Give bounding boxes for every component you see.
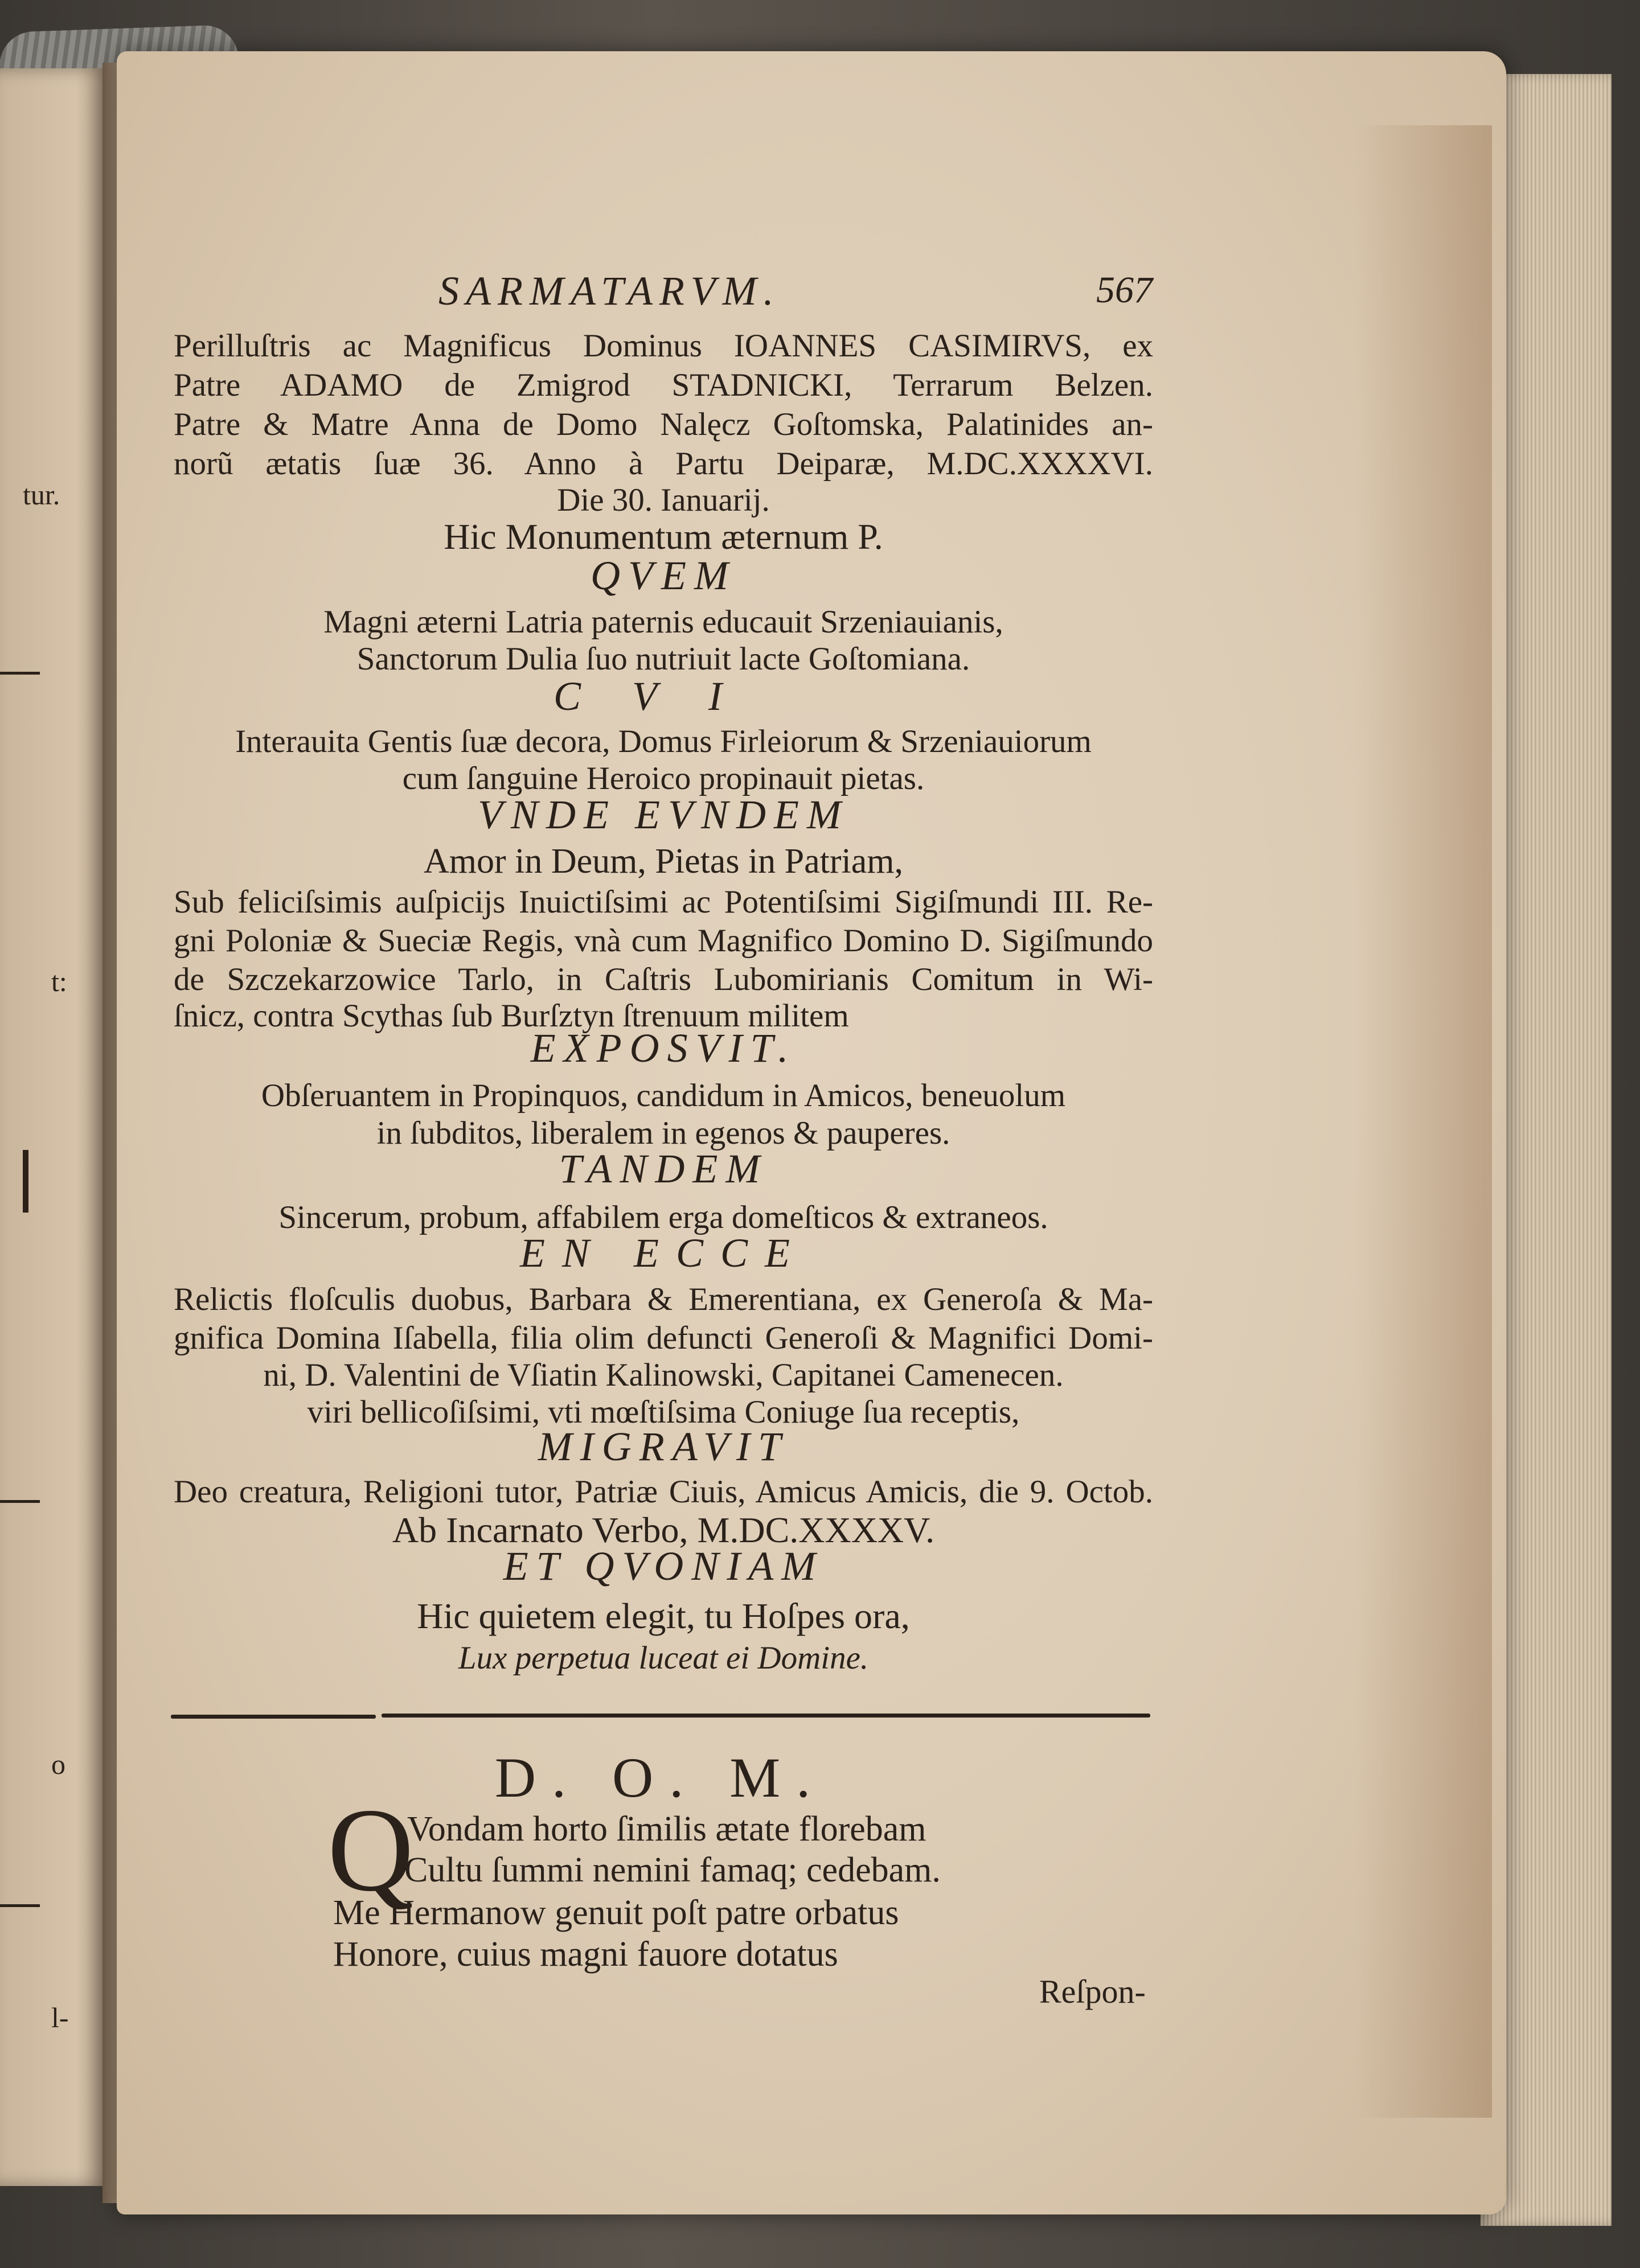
page-number: 567 — [1096, 269, 1153, 311]
inscription-heading: QVEM — [591, 553, 736, 598]
running-head: SARMATARVM. — [438, 268, 781, 314]
inscription-line: Die 30. Ianuarij. — [557, 482, 770, 518]
left-page-rule — [0, 1500, 40, 1503]
drop-cap: Q — [327, 1784, 414, 1916]
inscription-heading: MIGRAVIT — [538, 1424, 789, 1469]
inscription-line: Patre & Matre Anna de Domo Nalęcz Goſtomska, Palatinides an- — [174, 406, 1153, 442]
inscription-heading: CVI — [554, 673, 773, 719]
inscription-line: cum ſanguine Heroico propinauit pietas. — [402, 761, 925, 796]
inscription-heading: EN ECCE — [519, 1230, 807, 1276]
inscription-line: Deo creatura, Religioni tutor, Patriæ Ciuis, Amicus Amicis, die 9. Octob. — [174, 1474, 1153, 1510]
inscription-line: Magni æterni Latria paternis educauit Srzeniauianis, — [323, 604, 1003, 640]
inscription-heading: ET QVONIAM — [503, 1543, 824, 1589]
inscription-line: Obſeruantem in Propinquos, candidum in Amicos, beneuolum — [261, 1078, 1066, 1114]
inscription-line: Hic Monumentum æternum P. — [444, 516, 883, 557]
separator-rule — [382, 1714, 1150, 1718]
inscription-line: Perilluſtris ac Magnificus Dominus IOANNES CASIMIRVS, ex — [174, 328, 1153, 364]
inscription-line: Sub feliciſsimis auſpicijs Inuictiſsimi ac Potentiſsimi Sigiſmundi III. Re- — [174, 884, 1153, 920]
verse-line: Honore, cuius magni fauore dotatus — [333, 1935, 838, 1974]
inscription-line: Amor in Deum, Pietas in Patriam, — [423, 842, 904, 881]
inscription-line: gni Poloniæ & Sueciæ Regis, vnà cum Magnifico Domino D. Sigiſmundo — [174, 923, 1153, 959]
inscription-line: gnifica Domina Iſabella, filia olim defuncti Generoſi & Magnifici Domi- — [174, 1320, 1153, 1356]
left-page-fragment: tur. — [23, 479, 60, 511]
inscription-line: Sanctorum Dulia ſuo nutriuit lacte Goſtomiana. — [356, 641, 970, 677]
left-page-fragment: l- — [51, 2002, 69, 2033]
verse-line: Vondam horto ſimilis ætate florebam — [407, 1810, 926, 1848]
left-page-edge — [0, 68, 108, 2186]
inscription-line: viri bellicoſiſsimi, vti mœſtiſsima Coniuge ſua receptis, — [307, 1394, 1020, 1430]
catchword: Reſpon- — [1039, 1973, 1146, 2010]
left-page-mark — [23, 1150, 28, 1213]
inscription-line: in ſubditos, liberalem in egenos & pauperes. — [376, 1115, 950, 1151]
verse-line: Cultu ſummi nemini famaq; cedebam. — [404, 1851, 941, 1889]
inscription-line: ſnicz, contra Scythas ſub Burſztyn ſtrenuum militem — [174, 998, 849, 1034]
inscription-line: Ab Incarnato Verbo, M.DC.XXXXV. — [392, 1510, 935, 1550]
inscription-line: Interauita Gentis ſuæ decora, Domus Firleiorum & Srzeniauiorum — [235, 724, 1092, 759]
left-page-rule — [0, 672, 40, 675]
left-page-fragment: o — [51, 1748, 65, 1780]
left-page-rule — [0, 1904, 40, 1907]
left-page-fragment: t: — [51, 965, 67, 997]
inscription-line: Relictis floſculis duobus, Barbara & Emerentiana, ex Generoſa & Ma- — [174, 1281, 1153, 1317]
inscription-line: Hic quietem elegit, tu Hoſpes ora, — [417, 1596, 910, 1636]
inscription-line: Patre ADAMO de Zmigrod STADNICKI, Terrarum Belzen. — [174, 367, 1153, 403]
page-edge-stain — [1355, 125, 1492, 2118]
inscription-line: de Szczekarzowice Tarlo, in Caſtris Lubomirianis Comitum in Wi- — [174, 962, 1153, 997]
inscription-line: norũ ætatis ſuæ 36. Anno à Partu Deiparæ, M.DC.XXXXVI. — [174, 446, 1153, 482]
inscription-line: ni, D. Valentini de Vſiatin Kalinowski, Capitanei Camenecen. — [263, 1357, 1064, 1393]
verse-line: Me Hermanow genuit poſt patre orbatus — [333, 1893, 899, 1932]
separator-rule — [171, 1715, 376, 1719]
inscription-heading: EXPOSVIT. — [530, 1025, 797, 1071]
inscription-line: Sincerum, probum, affabilem erga domeſticos & extraneos. — [278, 1199, 1048, 1235]
inscription-closing: Lux perpetua luceat ei Domine. — [458, 1640, 869, 1676]
inscription-heading: VNDE EVNDEM — [478, 792, 849, 837]
inscription-heading: TANDEM — [559, 1146, 768, 1191]
epitaph-heading: D. O. M. — [494, 1746, 827, 1809]
